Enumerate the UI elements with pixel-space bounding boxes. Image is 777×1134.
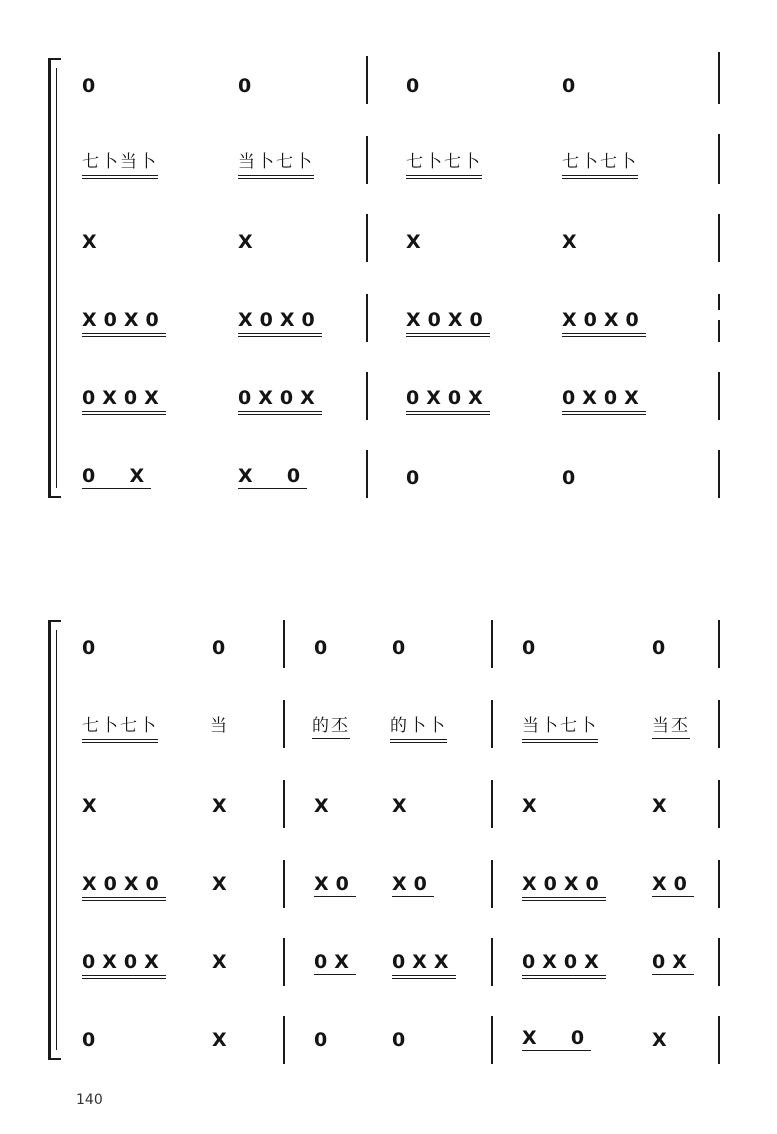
note-cell: 0 bbox=[652, 637, 666, 659]
note-cell: 当卜七卜 bbox=[522, 714, 598, 743]
note-cell: X bbox=[212, 951, 228, 973]
barline bbox=[718, 938, 720, 986]
barline bbox=[718, 134, 720, 184]
note-cell: 七卜七卜 bbox=[82, 714, 158, 743]
note-cell: 0X0X bbox=[406, 386, 490, 415]
barline bbox=[366, 136, 368, 184]
barline bbox=[718, 214, 720, 262]
note-cell: 0X0X bbox=[238, 386, 322, 415]
note-cell: 0X bbox=[314, 951, 356, 973]
note-cell: 0 bbox=[406, 467, 420, 489]
note-cell: X0 bbox=[314, 873, 356, 895]
note-cell: X bbox=[212, 795, 228, 817]
note-cell: 的丕 bbox=[312, 714, 350, 739]
note-cell: 0 bbox=[314, 637, 328, 659]
note-cell: 0 X bbox=[82, 465, 152, 487]
note-cell: 0X0X bbox=[82, 950, 166, 979]
barline bbox=[283, 620, 285, 668]
note-cell: 七卜七卜 bbox=[562, 150, 638, 179]
note-cell: X bbox=[212, 1029, 228, 1051]
score-system-2 bbox=[0, 612, 777, 1062]
barline bbox=[718, 450, 720, 498]
note-cell: 0 bbox=[82, 75, 96, 97]
note-cell: X bbox=[392, 795, 408, 817]
page-number: 140 bbox=[76, 1092, 103, 1108]
note-cell: X0X0 bbox=[562, 308, 646, 337]
barline bbox=[366, 56, 368, 104]
note-cell: 七卜当卜 bbox=[82, 150, 158, 179]
note-cell: X bbox=[522, 795, 538, 817]
note-cell: 0X0X bbox=[82, 386, 166, 415]
note-cell: 当 bbox=[210, 716, 229, 736]
barline bbox=[718, 700, 720, 748]
barline bbox=[491, 860, 493, 908]
note-cell: 的卜卜 bbox=[390, 714, 447, 743]
note-cell: X bbox=[82, 795, 98, 817]
barline bbox=[283, 1016, 285, 1064]
note-cell: X0X0 bbox=[82, 872, 166, 901]
barline bbox=[718, 372, 720, 420]
barline bbox=[491, 780, 493, 828]
barline bbox=[718, 52, 720, 104]
barline bbox=[718, 294, 720, 310]
note-cell: X0 bbox=[392, 873, 434, 895]
note-cell: 当丕 bbox=[652, 714, 690, 739]
barline bbox=[366, 214, 368, 262]
note-cell: X0X0 bbox=[82, 308, 166, 337]
barline bbox=[366, 372, 368, 420]
barline bbox=[366, 294, 368, 342]
note-cell: 0 bbox=[82, 637, 96, 659]
note-cell: 七卜七卜 bbox=[406, 150, 482, 179]
note-cell: 0 bbox=[562, 467, 576, 489]
note-cell: 0 bbox=[562, 75, 576, 97]
note-cell: X0X0 bbox=[522, 872, 606, 901]
note-cell: X bbox=[212, 873, 228, 895]
barline bbox=[491, 620, 493, 668]
barline bbox=[283, 938, 285, 986]
barline bbox=[718, 320, 720, 342]
score-system-1 bbox=[0, 50, 777, 500]
barline bbox=[491, 938, 493, 986]
barline bbox=[718, 860, 720, 908]
note-cell: X0X0 bbox=[406, 308, 490, 337]
note-cell: 0 bbox=[314, 1029, 328, 1051]
note-cell: X bbox=[238, 231, 254, 253]
note-cell: 0X0X bbox=[522, 950, 606, 979]
note-cell: X bbox=[652, 795, 668, 817]
barline bbox=[491, 1016, 493, 1064]
barline bbox=[366, 450, 368, 498]
barline bbox=[718, 1016, 720, 1064]
note-cell: 当卜七卜 bbox=[238, 150, 314, 179]
note-cell: 0 bbox=[238, 75, 252, 97]
system-bracket bbox=[48, 58, 61, 498]
note-cell: 0 bbox=[392, 637, 406, 659]
barline bbox=[283, 860, 285, 908]
note-cell: X bbox=[82, 231, 98, 253]
note-cell: X0 bbox=[652, 873, 694, 895]
barline bbox=[718, 780, 720, 828]
note-cell: 0 bbox=[392, 1029, 406, 1051]
system-bracket bbox=[48, 620, 61, 1060]
note-cell: X 0 bbox=[238, 465, 308, 487]
note-cell: 0XX bbox=[392, 950, 456, 979]
note-cell: X bbox=[652, 1029, 668, 1051]
note-cell: 0X0X bbox=[562, 386, 646, 415]
barline bbox=[283, 700, 285, 748]
barline bbox=[283, 780, 285, 828]
note-cell: 0 bbox=[406, 75, 420, 97]
barline bbox=[718, 620, 720, 668]
note-cell: 0 bbox=[522, 637, 536, 659]
note-cell: X 0 bbox=[522, 1027, 592, 1049]
note-cell: X0X0 bbox=[238, 308, 322, 337]
note-cell: X bbox=[562, 231, 578, 253]
note-cell: X bbox=[406, 231, 422, 253]
note-cell: X bbox=[314, 795, 330, 817]
note-cell: 0 bbox=[82, 1029, 96, 1051]
barline bbox=[491, 700, 493, 748]
note-cell: 0X bbox=[652, 951, 694, 973]
note-cell: 0 bbox=[212, 637, 226, 659]
